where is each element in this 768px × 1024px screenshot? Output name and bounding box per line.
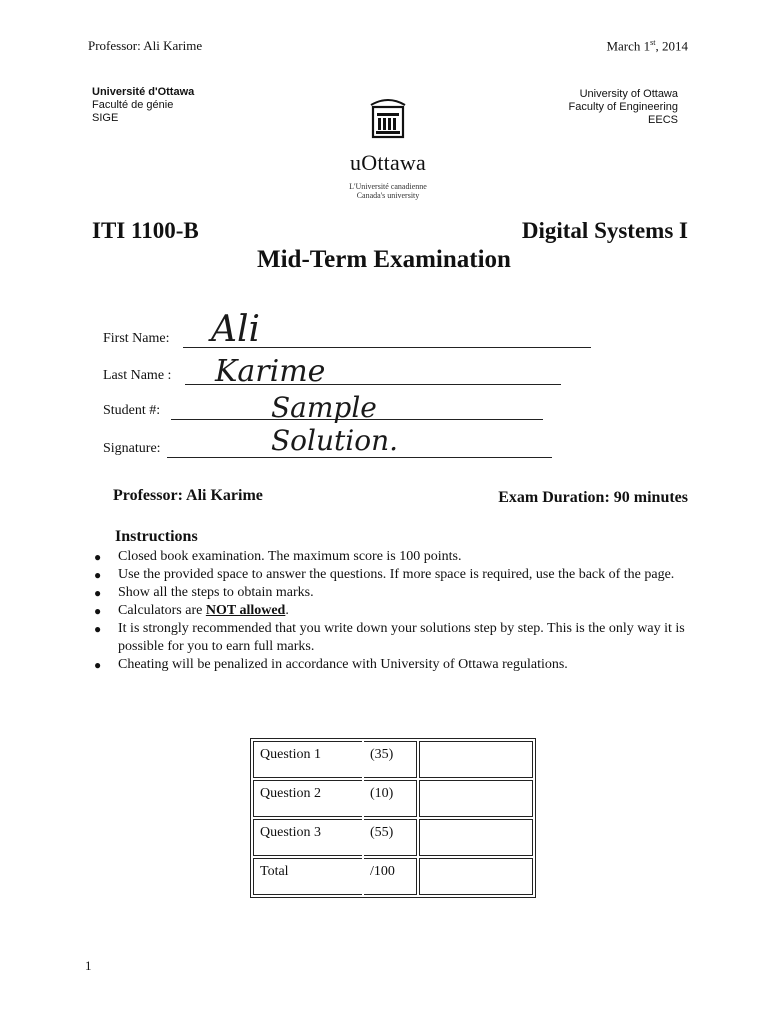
signature-field [103, 441, 161, 457]
points-cell: (55) [364, 819, 417, 856]
first-name-label: First Name: [103, 331, 170, 346]
instructions-title: Instructions [115, 528, 198, 545]
university-building-icon [368, 95, 408, 141]
question-cell: Question 1 [253, 741, 362, 778]
french-faculty: Faculté de génie [92, 99, 174, 111]
points-cell: /100 [364, 858, 417, 895]
points-cell: (35) [364, 741, 417, 778]
course-code: ITI 1100-B [92, 218, 199, 243]
last-name-label: Last Name : [103, 368, 172, 383]
english-faculty: Faculty of Engineering [568, 101, 678, 113]
instruction-item: ● Closed book examination. The maximum score is 100 points. [94, 549, 462, 564]
student-number-label: Student #: [103, 403, 161, 418]
date-suffix: st [650, 38, 656, 47]
course-subject: Digital Systems I [521, 218, 688, 243]
date-year: , 2014 [655, 38, 688, 54]
page-number: 1 [85, 958, 92, 973]
english-school: EECS [648, 114, 678, 126]
points-cell: (10) [364, 780, 417, 817]
logo-tagline-en: Canada's university [356, 191, 420, 200]
logo-tagline-fr: L'Université canadienne [349, 182, 427, 191]
instruction-item: ● It is strongly recommended that you write down your solutions step by step. This is the only way it is possible for you to earn full marks. [94, 621, 685, 654]
instruction-item: ● Show all the steps to obtain marks. [94, 585, 314, 600]
question-cell: Question 2 [253, 780, 362, 817]
exam-duration: Exam Duration: 90 minutes [498, 489, 688, 506]
french-university-name: Université d'Ottawa [92, 86, 195, 98]
instructions-list [88, 548, 698, 674]
not-allowed-emphasis: NOT allowed [205, 603, 286, 618]
score-cell [419, 780, 533, 817]
bullet-icon: ● [94, 658, 102, 672]
instruction-item: ● Calculators are NOT allowed. [94, 603, 289, 618]
bullet-icon: ● [94, 550, 102, 564]
question-cell: Total [253, 858, 362, 895]
table-row [253, 741, 533, 778]
logo-wordmark: uOttawa [350, 150, 426, 175]
logo-tagline [328, 182, 448, 200]
header-date [606, 38, 688, 54]
signature-label: Signature: [103, 441, 161, 456]
instruction-item: ● Use the provided space to answer the questions. If more space is required, use the back of the page. [94, 567, 675, 582]
english-university-name: University of Ottawa [579, 88, 678, 100]
header-professor: Professor: Ali Karime [88, 38, 203, 53]
bullet-icon: ● [94, 622, 102, 636]
english-university-block [569, 88, 678, 127]
student-number-handwriting: Sample Solution. [271, 391, 399, 457]
last-name-field [103, 354, 326, 389]
uottawa-logo [328, 95, 448, 200]
bullet-icon: ● [94, 586, 102, 600]
french-school: SIGE [92, 112, 119, 124]
professor-label: Professor: Ali Karime [113, 487, 263, 504]
score-table [250, 738, 536, 898]
table-row [253, 858, 533, 895]
date-main: March 1 [606, 38, 651, 54]
table-row [253, 780, 533, 817]
last-name-handwriting: Karime [215, 354, 326, 389]
first-name-field [103, 309, 261, 350]
bullet-icon: ● [94, 604, 102, 618]
instruction-item: ● Cheating will be penalized in accordance with University of Ottawa regulations. [94, 657, 568, 672]
bullet-icon: ● [94, 568, 102, 582]
exam-title: Mid-Term Examination [257, 246, 511, 273]
first-name-handwriting: Ali [211, 309, 261, 350]
french-university-block [92, 86, 194, 125]
score-cell [419, 741, 533, 778]
score-cell [419, 858, 533, 895]
score-cell [419, 819, 533, 856]
signature-line [167, 457, 552, 458]
table-row [253, 819, 533, 856]
question-cell: Question 3 [253, 819, 362, 856]
